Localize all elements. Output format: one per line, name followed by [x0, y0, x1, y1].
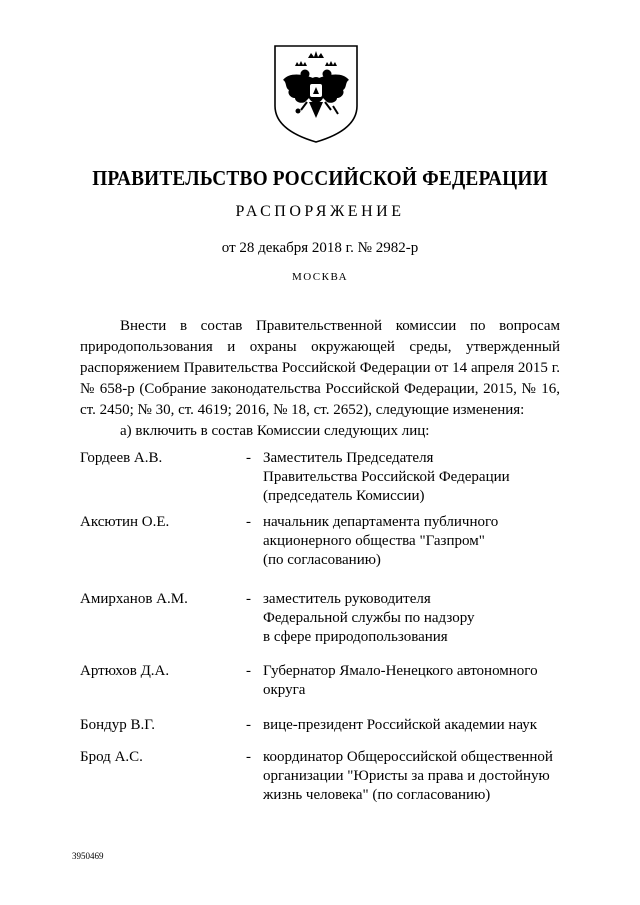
- list-item: [80, 662, 580, 716]
- member-name: Аксютин О.Е.: [80, 514, 170, 530]
- member-name: Амирханов А.М.: [80, 591, 188, 607]
- list-item: [80, 590, 580, 662]
- members-list: [80, 449, 580, 805]
- document-code: 3950469: [72, 851, 104, 861]
- member-dash: -: [246, 749, 251, 765]
- document-city: МОСКВА: [291, 271, 349, 283]
- member-name: Брод А.С.: [80, 749, 143, 765]
- coat-of-arms-icon: [273, 44, 359, 144]
- document-date-number: от 28 декабря 2018 г. № 2982-р: [221, 240, 419, 256]
- member-role: начальник департамента публичного акционерного общества "Газпром" (по согласованию): [263, 514, 499, 568]
- list-item: [80, 748, 580, 805]
- list-item: [80, 449, 580, 513]
- member-name: Гордеев А.В.: [80, 450, 163, 466]
- government-title: ПРАВИТЕЛЬСТВО РОССИЙСКОЙ ФЕДЕРАЦИИ: [92, 166, 548, 190]
- member-dash: -: [246, 591, 251, 607]
- member-role: координатор Общероссийской общественной организации "Юристы за права и достойную жизнь человека" (по согласованию): [263, 749, 553, 803]
- member-name: Артюхов Д.А.: [80, 663, 170, 679]
- member-dash: -: [246, 663, 251, 679]
- document-body: [80, 316, 560, 442]
- member-role: заместитель руководителя Федеральной службы по надзору в сфере природопользования: [263, 591, 475, 645]
- member-dash: -: [246, 450, 251, 466]
- member-dash: -: [246, 717, 251, 733]
- list-item: [80, 716, 580, 748]
- intro-paragraph: Внести в состав Правительственной комиссии по вопросам природопользования и охраны окружающей среды, утвержденный распоряжением Правительства Российской Федерации от 14 апреля 2015 г. № 658-р (Собрание законодательства Российской Федерации, 2015, № 16, ст. 2450; № 30, ст. 4619; 2016, № 18, ст. 2652), следующие изменения:: [80, 318, 560, 418]
- list-item: [80, 513, 580, 590]
- member-role: Губернатор Ямало-Ненецкого автономного округа: [263, 663, 538, 698]
- member-role: Заместитель Председателя Правительства Российской Федерации (председатель Комиссии): [263, 450, 510, 504]
- item-a-paragraph: а) включить в состав Комиссии следующих лиц:: [120, 423, 430, 439]
- document-type: РАСПОРЯЖЕНИЕ: [235, 203, 405, 220]
- member-dash: -: [246, 514, 251, 530]
- member-name: Бондур В.Г.: [80, 717, 156, 733]
- member-role: вице-президент Российской академии наук: [263, 717, 538, 733]
